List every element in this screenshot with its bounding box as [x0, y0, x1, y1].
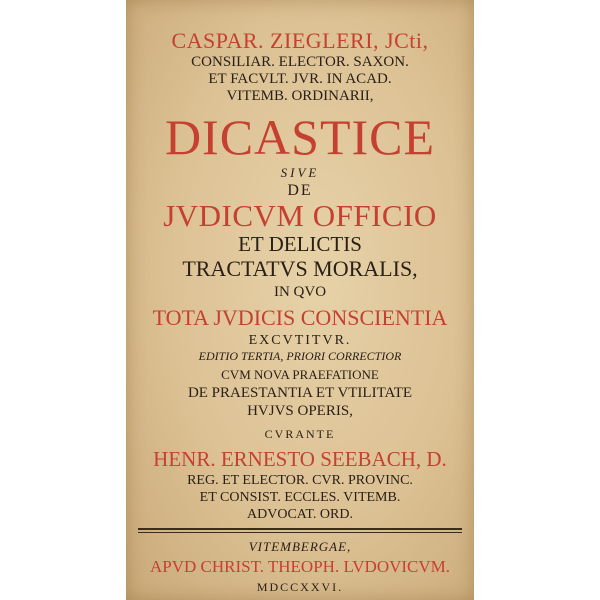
author-title-line-1: CONSILIAR. ELECTOR. SAXON.	[191, 54, 409, 70]
author-title-line-3: VITEMB. ORDINARII,	[226, 88, 374, 104]
tractatus-line: TRACTATVS MORALIS,	[182, 256, 418, 281]
delictis-line: ET DELICTIS	[238, 232, 362, 256]
executitur-line: EXCVTITVR.	[248, 333, 352, 348]
preface-line-1: CVM NOVA PRAEFATIONE	[221, 367, 379, 382]
editor-title-line-3: ADVOCAT. ORD.	[247, 507, 353, 522]
in-quo-line: IN QVO	[273, 284, 327, 300]
editor-name: HENR. ERNESTO SEEBACH, D.	[153, 447, 447, 471]
author-title-line-2: ET FACVLT. JVR. IN ACAD.	[208, 71, 392, 87]
subject-line: JVDICVM OFFICIO	[163, 198, 437, 233]
book-title: DICASTICE	[164, 109, 436, 165]
imprint-printer: APVD CHRIST. THEOPH. LVDOVICVM.	[149, 557, 451, 576]
author-name: CASPAR. ZIEGLERI, JCti,	[171, 28, 429, 53]
preface-line-2: DE PRAESTANTIA ET VTILITATE	[187, 385, 413, 401]
curante-line: CVRANTE	[264, 427, 336, 441]
imprint-year: MDCCXXVI.	[256, 580, 344, 594]
title-page	[126, 0, 474, 600]
editor-title-line-2: ET CONSIST. ECCLES. VITEMB.	[199, 490, 401, 505]
edition-line: EDITIO TERTIA, PRIORI CORRECTIOR	[198, 349, 402, 363]
preface-line-3: HVJVS OPERIS,	[247, 403, 353, 419]
divider-rule-bottom	[138, 532, 462, 533]
divider-rule-top	[138, 528, 462, 530]
editor-title-line-1: REG. ET ELECTOR. CVR. PROVINC.	[187, 473, 413, 488]
imprint-place: VITEMBERGAE,	[248, 539, 352, 554]
sive-word: SIVE	[280, 165, 320, 180]
conscience-line: TOTA JVDICIS CONSCIENTIA	[152, 305, 448, 330]
de-word: DE	[287, 182, 313, 199]
